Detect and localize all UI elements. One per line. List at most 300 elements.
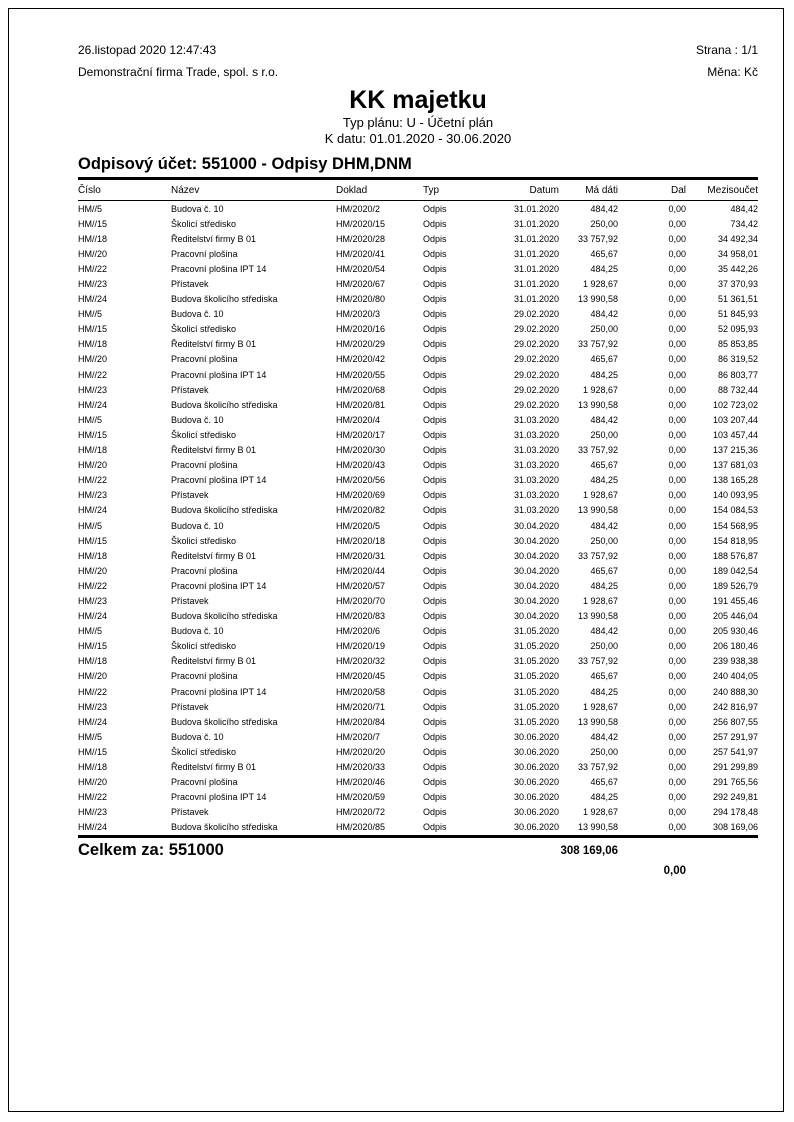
table-row bbox=[78, 292, 758, 307]
column-header-dal: Dal bbox=[618, 180, 686, 201]
cell-ma_dati: 484,25 bbox=[590, 580, 618, 591]
cell-typ: Odpis bbox=[423, 807, 447, 818]
cell-mezisoucet: 205 930,46 bbox=[712, 626, 758, 637]
cell-ma_dati: 250,00 bbox=[590, 746, 618, 757]
cell-mezisoucet: 189 042,54 bbox=[712, 565, 758, 576]
cell-dal: 0,00 bbox=[668, 535, 686, 546]
cell-dal: 0,00 bbox=[668, 263, 686, 274]
cell-datum: 29.02.2020 bbox=[513, 324, 559, 335]
cell-nazev: Budova školicího střediska bbox=[171, 822, 278, 833]
cell-nazev: Budova č. 10 bbox=[171, 203, 224, 214]
cell-cislo: HM//15 bbox=[78, 218, 108, 229]
table-row bbox=[78, 488, 758, 503]
cell-datum: 29.02.2020 bbox=[513, 339, 559, 350]
cell-cislo: HM//5 bbox=[78, 626, 103, 637]
cell-cislo: HM//5 bbox=[78, 203, 103, 214]
cell-nazev: Budova č. 10 bbox=[171, 731, 224, 742]
cell-datum: 31.05.2020 bbox=[513, 656, 559, 667]
cell-nazev: Pracovní plošina IPT 14 bbox=[171, 580, 267, 591]
table-row bbox=[78, 382, 758, 397]
report-content bbox=[78, 9, 758, 893]
cell-typ: Odpis bbox=[423, 445, 447, 456]
cell-doklad: HM/2020/29 bbox=[336, 339, 386, 350]
cell-cislo: HM//18 bbox=[78, 762, 108, 773]
cell-typ: Odpis bbox=[423, 309, 447, 320]
cell-mezisoucet: 102 723,02 bbox=[712, 399, 758, 410]
cell-dal: 0,00 bbox=[668, 324, 686, 335]
cell-typ: Odpis bbox=[423, 641, 447, 652]
cell-dal: 0,00 bbox=[668, 671, 686, 682]
cell-datum: 30.04.2020 bbox=[513, 565, 559, 576]
cell-nazev: Přístavek bbox=[171, 279, 209, 290]
table-row bbox=[78, 669, 758, 684]
cell-typ: Odpis bbox=[423, 505, 447, 516]
cell-doklad: HM/2020/70 bbox=[336, 595, 386, 606]
totals-row bbox=[78, 838, 758, 893]
cell-datum: 30.04.2020 bbox=[513, 520, 559, 531]
column-header-datum: Datum bbox=[483, 180, 559, 201]
cell-typ: Odpis bbox=[423, 475, 447, 486]
cell-typ: Odpis bbox=[423, 595, 447, 606]
cell-ma_dati: 484,42 bbox=[590, 309, 618, 320]
cell-ma_dati: 1 928,67 bbox=[582, 384, 618, 395]
cell-doklad: HM/2020/54 bbox=[336, 263, 386, 274]
cell-mezisoucet: 52 095,93 bbox=[717, 324, 758, 335]
cell-mezisoucet: 35 442,26 bbox=[717, 263, 758, 274]
cell-nazev: Ředitelství firmy B 01 bbox=[171, 339, 257, 350]
cell-cislo: HM//18 bbox=[78, 656, 108, 667]
depreciation-table bbox=[78, 180, 758, 838]
cell-mezisoucet: 137 681,03 bbox=[712, 460, 758, 471]
cell-doklad: HM/2020/58 bbox=[336, 686, 386, 697]
cell-datum: 30.06.2020 bbox=[513, 807, 559, 818]
cell-mezisoucet: 86 803,77 bbox=[717, 369, 758, 380]
cell-datum: 31.01.2020 bbox=[513, 263, 559, 274]
cell-datum: 29.02.2020 bbox=[513, 384, 559, 395]
cell-nazev: Školicí středisko bbox=[171, 429, 237, 440]
cell-cislo: HM//24 bbox=[78, 294, 108, 305]
cell-doklad: HM/2020/41 bbox=[336, 248, 386, 259]
cell-mezisoucet: 137 215,36 bbox=[712, 445, 758, 456]
cell-ma_dati: 465,67 bbox=[590, 671, 618, 682]
cell-mezisoucet: 257 291,97 bbox=[712, 731, 758, 742]
cell-typ: Odpis bbox=[423, 384, 447, 395]
cell-doklad: HM/2020/16 bbox=[336, 324, 386, 335]
cell-ma_dati: 13 990,58 bbox=[577, 716, 618, 727]
table-row bbox=[78, 744, 758, 759]
cell-nazev: Budova č. 10 bbox=[171, 626, 224, 637]
cell-mezisoucet: 206 180,46 bbox=[712, 641, 758, 652]
cell-doklad: HM/2020/30 bbox=[336, 445, 386, 456]
cell-dal: 0,00 bbox=[668, 294, 686, 305]
cell-mezisoucet: 188 576,87 bbox=[712, 550, 758, 561]
cell-mezisoucet: 240 888,30 bbox=[712, 686, 758, 697]
cell-doklad: HM/2020/46 bbox=[336, 777, 386, 788]
cell-cislo: HM//23 bbox=[78, 279, 108, 290]
cell-nazev: Přístavek bbox=[171, 807, 209, 818]
totals-label: Celkem za: 551000 bbox=[78, 840, 224, 859]
table-row bbox=[78, 805, 758, 820]
cell-nazev: Školicí středisko bbox=[171, 641, 237, 652]
cell-cislo: HM//24 bbox=[78, 399, 108, 410]
cell-nazev: Pracovní plošina IPT 14 bbox=[171, 686, 267, 697]
totals-ma-dati: 308 169,06 bbox=[560, 844, 618, 857]
cell-nazev: Budova školicího střediska bbox=[171, 611, 278, 622]
cell-ma_dati: 484,42 bbox=[590, 731, 618, 742]
cell-datum: 31.03.2020 bbox=[513, 414, 559, 425]
cell-cislo: HM//23 bbox=[78, 595, 108, 606]
cell-doklad: HM/2020/15 bbox=[336, 218, 386, 229]
cell-cislo: HM//18 bbox=[78, 445, 108, 456]
cell-dal: 0,00 bbox=[668, 777, 686, 788]
cell-typ: Odpis bbox=[423, 565, 447, 576]
cell-doklad: HM/2020/57 bbox=[336, 580, 386, 591]
cell-mezisoucet: 189 526,79 bbox=[712, 580, 758, 591]
table-row bbox=[78, 775, 758, 790]
cell-datum: 31.01.2020 bbox=[513, 279, 559, 290]
cell-typ: Odpis bbox=[423, 520, 447, 531]
cell-datum: 31.01.2020 bbox=[513, 294, 559, 305]
table-row bbox=[78, 216, 758, 231]
cell-datum: 29.02.2020 bbox=[513, 399, 559, 410]
currency-label: Měna: Kč bbox=[707, 65, 758, 79]
cell-datum: 31.05.2020 bbox=[513, 671, 559, 682]
cell-mezisoucet: 240 404,05 bbox=[712, 671, 758, 682]
table-row bbox=[78, 609, 758, 624]
table-row bbox=[78, 307, 758, 322]
cell-dal: 0,00 bbox=[668, 279, 686, 290]
table-row bbox=[78, 276, 758, 291]
cell-doklad: HM/2020/43 bbox=[336, 460, 386, 471]
cell-ma_dati: 465,67 bbox=[590, 777, 618, 788]
table-row bbox=[78, 322, 758, 337]
cell-doklad: HM/2020/83 bbox=[336, 611, 386, 622]
table-row bbox=[78, 759, 758, 774]
cell-dal: 0,00 bbox=[668, 475, 686, 486]
cell-ma_dati: 13 990,58 bbox=[577, 399, 618, 410]
cell-ma_dati: 13 990,58 bbox=[577, 505, 618, 516]
cell-dal: 0,00 bbox=[668, 731, 686, 742]
cell-datum: 30.06.2020 bbox=[513, 777, 559, 788]
report-meta-right bbox=[696, 39, 758, 83]
cell-typ: Odpis bbox=[423, 203, 447, 214]
cell-doklad: HM/2020/72 bbox=[336, 807, 386, 818]
cell-doklad: HM/2020/80 bbox=[336, 294, 386, 305]
table-row bbox=[78, 639, 758, 654]
cell-typ: Odpis bbox=[423, 535, 447, 546]
cell-dal: 0,00 bbox=[668, 384, 686, 395]
table-row bbox=[78, 473, 758, 488]
cell-dal: 0,00 bbox=[668, 399, 686, 410]
table-row bbox=[78, 412, 758, 427]
cell-mezisoucet: 154 818,95 bbox=[712, 535, 758, 546]
cell-datum: 31.05.2020 bbox=[513, 641, 559, 652]
cell-typ: Odpis bbox=[423, 686, 447, 697]
cell-dal: 0,00 bbox=[668, 716, 686, 727]
cell-nazev: Budova školicího střediska bbox=[171, 294, 278, 305]
cell-dal: 0,00 bbox=[668, 309, 686, 320]
cell-ma_dati: 484,42 bbox=[590, 520, 618, 531]
cell-mezisoucet: 103 207,44 bbox=[712, 414, 758, 425]
date-range-subtitle: K datu: 01.01.2020 - 30.06.2020 bbox=[324, 131, 512, 146]
cell-mezisoucet: 294 178,48 bbox=[712, 807, 758, 818]
cell-ma_dati: 33 757,92 bbox=[577, 233, 618, 244]
table-row bbox=[78, 563, 758, 578]
cell-typ: Odpis bbox=[423, 460, 447, 471]
cell-cislo: HM//15 bbox=[78, 746, 108, 757]
cell-cislo: HM//23 bbox=[78, 807, 108, 818]
cell-doklad: HM/2020/33 bbox=[336, 762, 386, 773]
cell-typ: Odpis bbox=[423, 369, 447, 380]
cell-typ: Odpis bbox=[423, 279, 447, 290]
cell-cislo: HM//5 bbox=[78, 414, 103, 425]
cell-nazev: Přístavek bbox=[171, 701, 209, 712]
cell-datum: 31.03.2020 bbox=[513, 490, 559, 501]
cell-typ: Odpis bbox=[423, 218, 447, 229]
report-meta bbox=[78, 39, 758, 83]
cell-nazev: Ředitelství firmy B 01 bbox=[171, 233, 257, 244]
cell-ma_dati: 1 928,67 bbox=[582, 490, 618, 501]
cell-datum: 31.03.2020 bbox=[513, 460, 559, 471]
cell-ma_dati: 484,25 bbox=[590, 686, 618, 697]
cell-ma_dati: 1 928,67 bbox=[582, 279, 618, 290]
cell-ma_dati: 250,00 bbox=[590, 535, 618, 546]
cell-ma_dati: 250,00 bbox=[590, 429, 618, 440]
cell-doklad: HM/2020/42 bbox=[336, 354, 386, 365]
cell-datum: 30.06.2020 bbox=[513, 792, 559, 803]
cell-dal: 0,00 bbox=[668, 611, 686, 622]
cell-typ: Odpis bbox=[423, 233, 447, 244]
cell-typ: Odpis bbox=[423, 731, 447, 742]
cell-ma_dati: 1 928,67 bbox=[582, 807, 618, 818]
cell-nazev: Školicí středisko bbox=[171, 746, 237, 757]
column-header-doklad: Doklad bbox=[336, 180, 423, 201]
cell-ma_dati: 33 757,92 bbox=[577, 339, 618, 350]
cell-dal: 0,00 bbox=[668, 414, 686, 425]
cell-mezisoucet: 484,42 bbox=[730, 203, 758, 214]
cell-datum: 31.05.2020 bbox=[513, 701, 559, 712]
cell-cislo: HM//18 bbox=[78, 233, 108, 244]
cell-mezisoucet: 140 093,95 bbox=[712, 490, 758, 501]
table-row bbox=[78, 548, 758, 563]
table-row bbox=[78, 367, 758, 382]
cell-doklad: HM/2020/85 bbox=[336, 822, 386, 833]
cell-nazev: Školicí středisko bbox=[171, 535, 237, 546]
cell-doklad: HM/2020/31 bbox=[336, 550, 386, 561]
cell-nazev: Ředitelství firmy B 01 bbox=[171, 550, 257, 561]
cell-doklad: HM/2020/56 bbox=[336, 475, 386, 486]
cell-typ: Odpis bbox=[423, 550, 447, 561]
cell-nazev: Školicí středisko bbox=[171, 218, 237, 229]
cell-typ: Odpis bbox=[423, 263, 447, 274]
table-row bbox=[78, 397, 758, 412]
page-number-label: Strana : 1/1 bbox=[695, 43, 758, 57]
cell-dal: 0,00 bbox=[668, 233, 686, 244]
cell-ma_dati: 33 757,92 bbox=[577, 656, 618, 667]
cell-cislo: HM//15 bbox=[78, 429, 108, 440]
table-row bbox=[78, 458, 758, 473]
cell-datum: 30.06.2020 bbox=[513, 822, 559, 833]
cell-nazev: Pracovní plošina IPT 14 bbox=[171, 792, 267, 803]
cell-nazev: Pracovní plošina bbox=[171, 671, 238, 682]
cell-doklad: HM/2020/3 bbox=[336, 309, 381, 320]
cell-doklad: HM/2020/18 bbox=[336, 535, 386, 546]
cell-datum: 31.01.2020 bbox=[513, 248, 559, 259]
cell-ma_dati: 484,42 bbox=[590, 203, 618, 214]
cell-typ: Odpis bbox=[423, 580, 447, 591]
cell-dal: 0,00 bbox=[668, 656, 686, 667]
cell-mezisoucet: 291 299,89 bbox=[712, 762, 758, 773]
cell-mezisoucet: 205 446,04 bbox=[712, 611, 758, 622]
table-row bbox=[78, 699, 758, 714]
cell-typ: Odpis bbox=[423, 716, 447, 727]
cell-doklad: HM/2020/45 bbox=[336, 671, 386, 682]
cell-ma_dati: 465,67 bbox=[590, 460, 618, 471]
cell-dal: 0,00 bbox=[668, 445, 686, 456]
cell-nazev: Pracovní plošina bbox=[171, 460, 238, 471]
cell-doklad: HM/2020/19 bbox=[336, 641, 386, 652]
company-name: Demonstrační firma Trade, spol. s r.o. bbox=[78, 65, 279, 79]
cell-cislo: HM//15 bbox=[78, 324, 108, 335]
column-header-ma_dati: Má dáti bbox=[559, 180, 618, 201]
cell-cislo: HM//5 bbox=[78, 520, 103, 531]
cell-datum: 30.06.2020 bbox=[513, 746, 559, 757]
cell-doklad: HM/2020/17 bbox=[336, 429, 386, 440]
cell-cislo: HM//5 bbox=[78, 731, 103, 742]
cell-datum: 30.04.2020 bbox=[513, 550, 559, 561]
cell-datum: 31.03.2020 bbox=[513, 475, 559, 486]
cell-cislo: HM//23 bbox=[78, 384, 108, 395]
cell-dal: 0,00 bbox=[668, 807, 686, 818]
cell-ma_dati: 13 990,58 bbox=[577, 294, 618, 305]
table-row bbox=[78, 518, 758, 533]
cell-doklad: HM/2020/69 bbox=[336, 490, 386, 501]
cell-typ: Odpis bbox=[423, 822, 447, 833]
cell-typ: Odpis bbox=[423, 746, 447, 757]
cell-nazev: Budova č. 10 bbox=[171, 520, 224, 531]
cell-typ: Odpis bbox=[423, 399, 447, 410]
cell-ma_dati: 465,67 bbox=[590, 354, 618, 365]
cell-dal: 0,00 bbox=[668, 686, 686, 697]
cell-dal: 0,00 bbox=[668, 218, 686, 229]
cell-dal: 0,00 bbox=[668, 429, 686, 440]
cell-nazev: Budova školicího střediska bbox=[171, 716, 278, 727]
cell-dal: 0,00 bbox=[668, 762, 686, 773]
totals-dal: 0,00 bbox=[663, 864, 686, 877]
cell-dal: 0,00 bbox=[668, 520, 686, 531]
cell-ma_dati: 484,25 bbox=[590, 369, 618, 380]
cell-ma_dati: 484,42 bbox=[590, 626, 618, 637]
cell-mezisoucet: 154 084,53 bbox=[712, 505, 758, 516]
cell-mezisoucet: 34 958,01 bbox=[717, 248, 758, 259]
cell-doklad: HM/2020/2 bbox=[336, 203, 381, 214]
cell-cislo: HM//20 bbox=[78, 354, 108, 365]
cell-mezisoucet: 308 169,06 bbox=[712, 822, 758, 833]
cell-doklad: HM/2020/7 bbox=[336, 731, 381, 742]
cell-cislo: HM//22 bbox=[78, 369, 108, 380]
cell-doklad: HM/2020/68 bbox=[336, 384, 386, 395]
cell-dal: 0,00 bbox=[668, 626, 686, 637]
table-row bbox=[78, 820, 758, 837]
cell-datum: 30.06.2020 bbox=[513, 731, 559, 742]
table-body bbox=[78, 201, 758, 837]
cell-doklad: HM/2020/6 bbox=[336, 626, 381, 637]
cell-mezisoucet: 257 541,97 bbox=[712, 746, 758, 757]
cell-typ: Odpis bbox=[423, 701, 447, 712]
column-header-mezisoucet: Mezisoučet bbox=[686, 180, 758, 201]
cell-dal: 0,00 bbox=[668, 339, 686, 350]
cell-doklad: HM/2020/32 bbox=[336, 656, 386, 667]
cell-dal: 0,00 bbox=[668, 822, 686, 833]
cell-doklad: HM/2020/44 bbox=[336, 565, 386, 576]
cell-mezisoucet: 51 361,51 bbox=[717, 294, 758, 305]
report-page bbox=[8, 8, 784, 1112]
cell-cislo: HM//22 bbox=[78, 263, 108, 274]
table-row bbox=[78, 443, 758, 458]
cell-dal: 0,00 bbox=[668, 505, 686, 516]
cell-doklad: HM/2020/81 bbox=[336, 399, 386, 410]
cell-cislo: HM//23 bbox=[78, 490, 108, 501]
cell-nazev: Budova č. 10 bbox=[171, 309, 224, 320]
cell-doklad: HM/2020/4 bbox=[336, 414, 381, 425]
cell-cislo: HM//22 bbox=[78, 475, 108, 486]
cell-mezisoucet: 191 455,46 bbox=[712, 595, 758, 606]
cell-doklad: HM/2020/71 bbox=[336, 701, 386, 712]
cell-mezisoucet: 292 249,81 bbox=[712, 792, 758, 803]
cell-nazev: Přístavek bbox=[171, 384, 209, 395]
cell-ma_dati: 250,00 bbox=[590, 218, 618, 229]
cell-datum: 30.04.2020 bbox=[513, 535, 559, 546]
cell-mezisoucet: 85 853,85 bbox=[717, 339, 758, 350]
cell-cislo: HM//23 bbox=[78, 701, 108, 712]
cell-nazev: Pracovní plošina bbox=[171, 354, 238, 365]
cell-ma_dati: 484,25 bbox=[590, 263, 618, 274]
cell-datum: 31.03.2020 bbox=[513, 505, 559, 516]
report-datetime: 26.listopad 2020 12:47:43 bbox=[78, 43, 217, 57]
table-row bbox=[78, 231, 758, 246]
cell-typ: Odpis bbox=[423, 656, 447, 667]
cell-mezisoucet: 734,42 bbox=[730, 218, 758, 229]
table-row bbox=[78, 729, 758, 744]
cell-cislo: HM//5 bbox=[78, 309, 103, 320]
cell-dal: 0,00 bbox=[668, 550, 686, 561]
cell-typ: Odpis bbox=[423, 490, 447, 501]
cell-datum: 31.05.2020 bbox=[513, 626, 559, 637]
cell-cislo: HM//22 bbox=[78, 580, 108, 591]
cell-dal: 0,00 bbox=[668, 369, 686, 380]
cell-nazev: Přístavek bbox=[171, 595, 209, 606]
cell-ma_dati: 484,25 bbox=[590, 475, 618, 486]
section-title: Odpisový účet: 551000 - Odpisy DHM,DNM bbox=[78, 154, 758, 180]
cell-mezisoucet: 51 845,93 bbox=[717, 309, 758, 320]
report-meta-left bbox=[78, 39, 278, 83]
cell-nazev: Pracovní plošina IPT 14 bbox=[171, 475, 267, 486]
cell-cislo: HM//24 bbox=[78, 505, 108, 516]
cell-cislo: HM//15 bbox=[78, 535, 108, 546]
cell-typ: Odpis bbox=[423, 611, 447, 622]
cell-ma_dati: 484,25 bbox=[590, 792, 618, 803]
cell-ma_dati: 13 990,58 bbox=[577, 611, 618, 622]
cell-typ: Odpis bbox=[423, 248, 447, 259]
cell-mezisoucet: 239 938,38 bbox=[712, 656, 758, 667]
cell-nazev: Pracovní plošina bbox=[171, 248, 238, 259]
cell-ma_dati: 465,67 bbox=[590, 248, 618, 259]
table-row bbox=[78, 790, 758, 805]
cell-datum: 30.04.2020 bbox=[513, 595, 559, 606]
table-row bbox=[78, 624, 758, 639]
cell-nazev: Pracovní plošina bbox=[171, 565, 238, 576]
cell-cislo: HM//22 bbox=[78, 686, 108, 697]
